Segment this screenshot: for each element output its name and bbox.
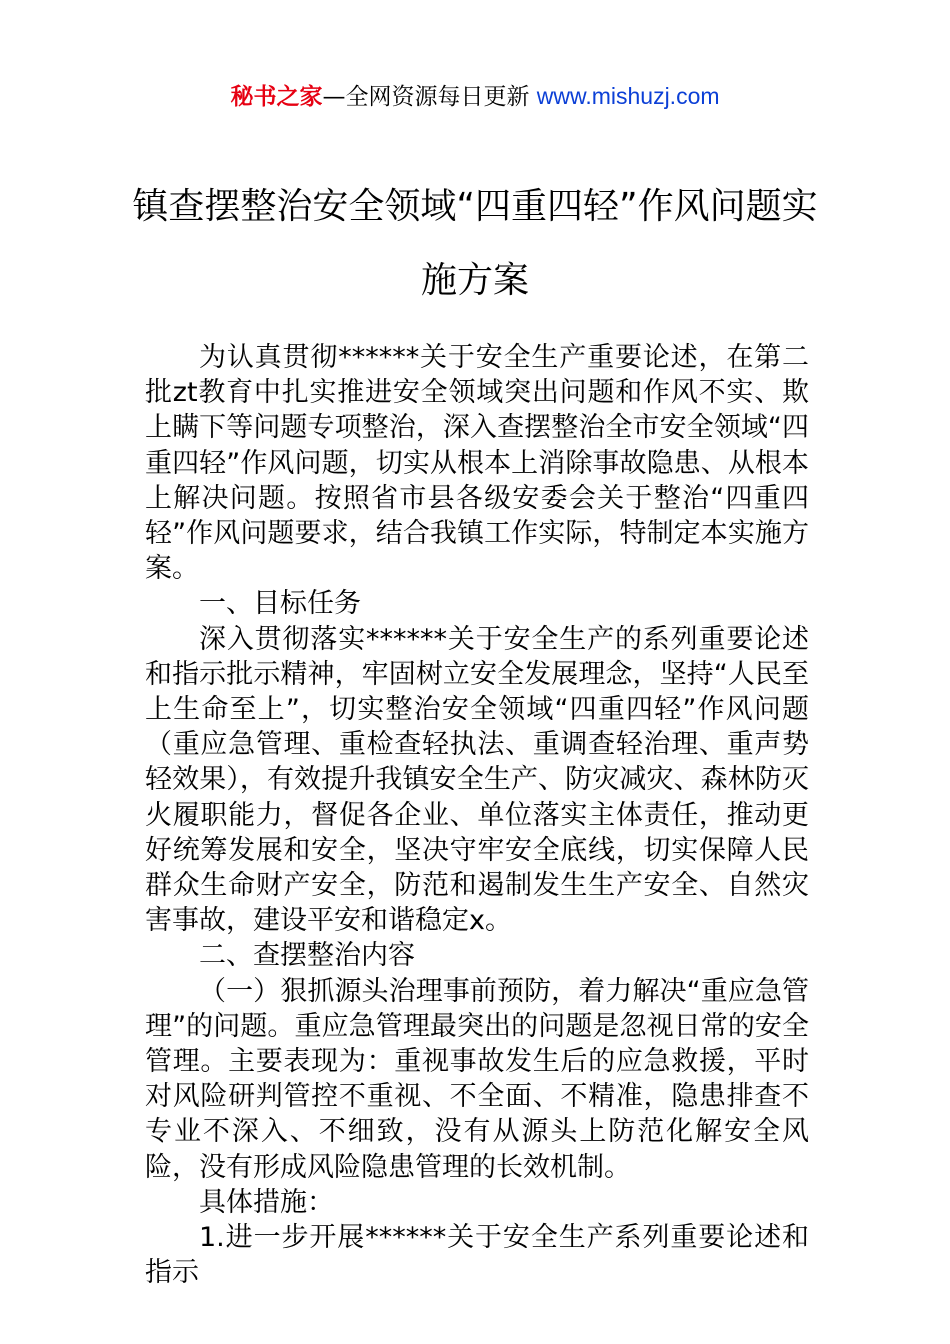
site-brand: 秘书之家 [230,84,323,110]
measures-label: 具体措施： [199,1186,334,1218]
measure-1-paragraph: 1.进一步开展******关于安全生产系列重要论述和指示 [145,1222,809,1289]
section-heading-content: 二、查摆整治内容 [199,940,415,972]
goals-paragraph: 深入贯彻落实******关于安全生产的系列重要论述和指示批示精神，牢固树立安全发展理念，坚持“人民至上生命至上”，切实整治安全领域“四重四轻”作风问题（重应急管理、重检查轻执法、重调查轻治理、重声势轻效果），有效提升我镇安全生产、防灾减灾、森林防灭火履职能力，督促各企业、单位落实主体责任，推动更好统筹发展和安全，坚决守牢安全底线，切实保障人民群众生命财产安全，防范和遏制发生生产安全、自然灾害事故，建设平安和谐稳定x。 [145,623,809,937]
section-heading-goals: 一、目标任务 [199,588,361,620]
document-title: 镇查摆整治安全领域“四重四轻”作风问题实施方案 [132,186,818,301]
content-item-1-paragraph: （一）狠抓源头治理事前预防，着力解决“重应急管理”的问题。重应急管理最突出的问题是忽视日常的安全管理。主要表现为：重视事故发生后的应急救援，平时对风险研判管控不重视、不全面、不精准，隐患排查不专业不深入、不细致，没有从源头上防范化解安全风险，没有形成风险隐患管理的长效机制。 [145,975,809,1183]
site-tagline: —全网资源每日更新 [322,84,537,110]
site-url-link[interactable]: www.mishuzj.com [536,83,720,109]
document-body [145,340,809,1290]
intro-paragraph: 为认真贯彻******关于安全生产重要论述，在第二批zt教育中扎实推进安全领域突出问题和作风不实、欺上瞒下等问题专项整治，深入查摆整治全市安全领域“四重四轻”作风问题，切实从根本上消除事故隐患、从根本上解决问题。按照省市县各级安委会关于整治“四重四轻”作风问题要求，结合我镇工作实际，特制定本实施方案。 [145,342,809,585]
site-header [0,80,950,113]
